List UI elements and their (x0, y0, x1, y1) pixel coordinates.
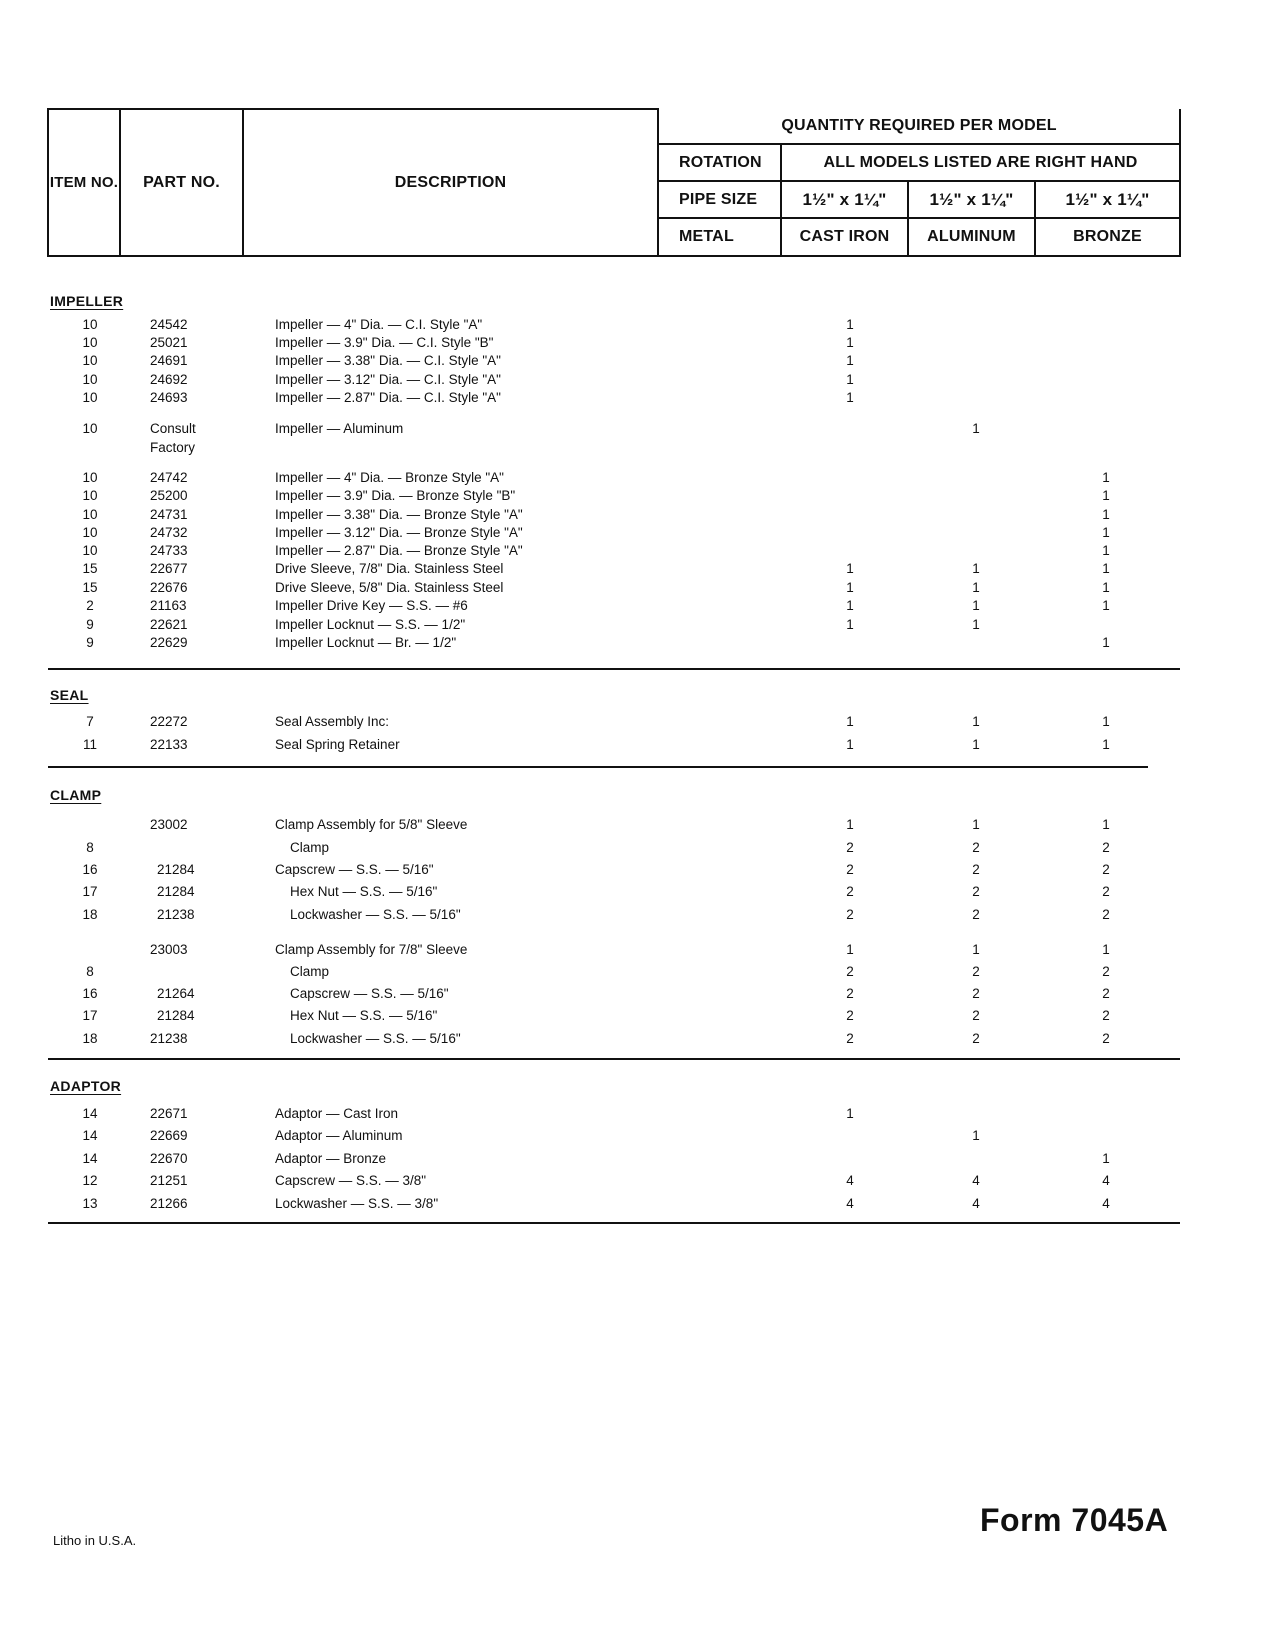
qty-bronze: 2 (1102, 1031, 1110, 1046)
description: Impeller — 3.38" Dia. — C.I. Style "A" (275, 353, 501, 368)
description: Impeller — 3.12" Dia. — Bronze Style "A" (275, 525, 523, 540)
header-rotation-label: ROTATION (658, 144, 781, 181)
item-no: 9 (86, 617, 94, 632)
description: Impeller — 2.87" Dia. — C.I. Style "A" (275, 390, 501, 405)
item-no: 10 (82, 470, 98, 485)
description: Lockwasher — S.S. — 3/8" (275, 1196, 439, 1211)
item-no: 14 (82, 1128, 98, 1143)
litho-note: Litho in U.S.A. (53, 1533, 137, 1548)
qty-bronze: 4 (1102, 1196, 1110, 1211)
qty-bronze: 1 (1102, 561, 1110, 576)
table-row (0, 372, 1275, 390)
table-row (0, 817, 1275, 835)
table-row (0, 561, 1275, 579)
table-row (0, 884, 1275, 902)
header-pipe-size-2: 1½" x 1¼" (908, 181, 1035, 218)
item-no: 10 (82, 488, 98, 503)
description: Impeller — Aluminum (275, 421, 404, 436)
qty-cast-iron: 1 (846, 1106, 854, 1121)
qty-cast-iron: 1 (846, 580, 854, 595)
qty-aluminum: 1 (972, 942, 980, 957)
part-no: 24692 (150, 372, 188, 387)
part-no: 22670 (150, 1151, 188, 1166)
qty-bronze: 2 (1102, 840, 1110, 855)
qty-cast-iron: 1 (846, 335, 854, 350)
description: Seal Spring Retainer (275, 737, 400, 752)
header-item-no: ITEM NO. (48, 109, 120, 256)
header-rotation-value: ALL MODELS LISTED ARE RIGHT HAND (781, 144, 1180, 181)
table-row (0, 942, 1275, 960)
qty-cast-iron: 1 (846, 817, 854, 832)
description: Lockwasher — S.S. — 5/16" (290, 907, 461, 922)
part-no: 21284 (157, 884, 195, 899)
header-metal-bronze: BRONZE (1035, 218, 1180, 256)
part-no: 22272 (150, 714, 188, 729)
item-no: 10 (82, 507, 98, 522)
table-row (0, 617, 1275, 635)
part-no: 23002 (150, 817, 188, 832)
table-row (0, 635, 1275, 653)
table-row (0, 714, 1275, 732)
description: Adaptor — Cast Iron (275, 1106, 399, 1121)
item-no: 17 (82, 1008, 98, 1023)
qty-cast-iron: 1 (846, 714, 854, 729)
description: Clamp Assembly for 7/8" Sleeve (275, 942, 468, 957)
part-no: 23003 (150, 942, 188, 957)
qty-aluminum: 1 (972, 561, 980, 576)
table-row (0, 525, 1275, 543)
item-no: 16 (82, 862, 98, 877)
part-no: 22676 (150, 580, 188, 595)
qty-aluminum: 4 (972, 1173, 980, 1188)
description: Clamp Assembly for 5/8" Sleeve (275, 817, 468, 832)
qty-bronze: 1 (1102, 942, 1110, 957)
table-row (0, 488, 1275, 506)
item-no: 13 (82, 1196, 98, 1211)
item-no: 7 (86, 714, 94, 729)
description: Clamp (290, 964, 330, 979)
item-no: 10 (82, 543, 98, 558)
qty-cast-iron: 2 (846, 862, 854, 877)
qty-cast-iron: 1 (846, 561, 854, 576)
part-no: 25200 (150, 488, 188, 503)
item-no: 8 (86, 840, 94, 855)
qty-bronze: 1 (1102, 488, 1110, 503)
qty-cast-iron: 1 (846, 390, 854, 405)
header-metal-label: METAL (658, 218, 781, 256)
table-row (0, 507, 1275, 525)
qty-bronze: 2 (1102, 884, 1110, 899)
qty-cast-iron: 2 (846, 1008, 854, 1023)
part-no: 22669 (150, 1128, 188, 1143)
item-no: 10 (82, 372, 98, 387)
qty-bronze: 1 (1102, 525, 1110, 540)
qty-bronze: 1 (1102, 470, 1110, 485)
part-no: 21284 (157, 862, 195, 877)
description: Clamp (290, 840, 330, 855)
item-no: 17 (82, 884, 98, 899)
table-row (0, 862, 1275, 880)
qty-aluminum: 2 (972, 884, 980, 899)
qty-aluminum: 2 (972, 862, 980, 877)
description: Adaptor — Aluminum (275, 1128, 403, 1143)
header-pipe-size-3: 1½" x 1¼" (1035, 181, 1180, 218)
item-no: 12 (82, 1173, 98, 1188)
item-no: 8 (86, 964, 94, 979)
qty-bronze: 1 (1102, 543, 1110, 558)
description: Hex Nut — S.S. — 5/16" (290, 1008, 438, 1023)
description: Lockwasher — S.S. — 5/16" (290, 1031, 461, 1046)
item-no: 15 (82, 580, 98, 595)
qty-cast-iron: 4 (846, 1196, 854, 1211)
qty-bronze: 2 (1102, 964, 1110, 979)
part-no: 24742 (150, 470, 188, 485)
qty-bronze: 2 (1102, 1008, 1110, 1023)
description: Impeller Drive Key — S.S. — #6 (275, 598, 468, 613)
part-no: 22629 (150, 635, 188, 650)
part-no: 24691 (150, 353, 188, 368)
qty-bronze: 1 (1102, 635, 1110, 650)
qty-bronze: 1 (1102, 817, 1110, 832)
description: Impeller — 3.38" Dia. — Bronze Style "A" (275, 507, 523, 522)
part-no: 22621 (150, 617, 188, 632)
part-no: 24731 (150, 507, 188, 522)
qty-bronze: 2 (1102, 907, 1110, 922)
part-no: 24733 (150, 543, 188, 558)
part-no: 24693 (150, 390, 188, 405)
description: Impeller — 2.87" Dia. — Bronze Style "A" (275, 543, 523, 558)
section-impeller: IMPELLER (50, 293, 124, 309)
table-row (0, 737, 1275, 755)
description: Drive Sleeve, 7/8" Dia. Stainless Steel (275, 561, 504, 576)
qty-aluminum: 1 (972, 617, 980, 632)
qty-aluminum: 2 (972, 840, 980, 855)
description: Impeller — 4" Dia. — C.I. Style "A" (275, 317, 483, 332)
qty-aluminum: 2 (972, 907, 980, 922)
qty-bronze: 1 (1102, 580, 1110, 595)
description: Capscrew — S.S. — 5/16" (275, 862, 434, 877)
qty-cast-iron: 1 (846, 317, 854, 332)
description: Adaptor — Bronze (275, 1151, 387, 1166)
qty-cast-iron: 1 (846, 737, 854, 752)
item-no: 16 (82, 986, 98, 1001)
item-no: 10 (82, 317, 98, 332)
qty-cast-iron: 2 (846, 884, 854, 899)
part-no: Consult (150, 421, 196, 436)
header-metal-aluminum: ALUMINUM (908, 218, 1035, 256)
table-row (0, 1128, 1275, 1146)
table-row (0, 1151, 1275, 1169)
section-clamp: CLAMP (50, 787, 102, 803)
header-qty-title: QUANTITY REQUIRED PER MODEL (658, 109, 1180, 144)
part-no: 21238 (150, 1031, 188, 1046)
qty-cast-iron: 1 (846, 353, 854, 368)
qty-aluminum: 1 (972, 1128, 980, 1143)
table-row (0, 470, 1275, 488)
table-row (0, 964, 1275, 982)
item-no: 18 (82, 1031, 98, 1046)
qty-aluminum: 1 (972, 737, 980, 752)
part-no: 21163 (150, 598, 187, 613)
qty-aluminum: 1 (972, 817, 980, 832)
qty-bronze: 1 (1102, 598, 1110, 613)
qty-cast-iron: 2 (846, 964, 854, 979)
part-no: 25021 (150, 335, 188, 350)
qty-bronze: 1 (1102, 507, 1110, 522)
item-no: 10 (82, 525, 98, 540)
qty-cast-iron: 2 (846, 986, 854, 1001)
item-no: 10 (82, 353, 98, 368)
table-row (0, 840, 1275, 858)
description: Capscrew — S.S. — 5/16" (290, 986, 449, 1001)
header-description: DESCRIPTION (243, 109, 658, 256)
table-row (0, 335, 1275, 353)
table-row (0, 1008, 1275, 1026)
qty-bronze: 1 (1102, 714, 1110, 729)
table-row (0, 317, 1275, 335)
description: Capscrew — S.S. — 3/8" (275, 1173, 427, 1188)
header-metal-cast-iron: CAST IRON (781, 218, 908, 256)
qty-aluminum: 2 (972, 1008, 980, 1023)
qty-bronze: 2 (1102, 986, 1110, 1001)
qty-cast-iron: 1 (846, 942, 854, 957)
item-no: 15 (82, 561, 98, 576)
table-row (0, 1106, 1275, 1124)
item-no: 10 (82, 335, 98, 350)
description: Impeller — 4" Dia. — Bronze Style "A" (275, 470, 504, 485)
item-no: 11 (82, 737, 97, 752)
table-row (0, 907, 1275, 925)
part-no: 24732 (150, 525, 188, 540)
part-no-line-2: Factory (150, 440, 196, 455)
part-no: 21238 (157, 907, 195, 922)
table-row (0, 353, 1275, 371)
qty-cast-iron: 1 (846, 617, 854, 632)
qty-aluminum: 1 (972, 714, 980, 729)
item-no: 10 (82, 390, 98, 405)
description: Drive Sleeve, 5/8" Dia. Stainless Steel (275, 580, 504, 595)
description: Seal Assembly Inc: (275, 714, 390, 729)
table-row (0, 421, 1275, 455)
table-row (0, 580, 1275, 598)
qty-cast-iron: 1 (846, 372, 854, 387)
qty-bronze: 4 (1102, 1173, 1110, 1188)
qty-aluminum: 1 (972, 421, 980, 436)
qty-aluminum: 1 (972, 598, 980, 613)
description: Impeller Locknut — S.S. — 1/2" (275, 617, 466, 632)
part-no: 21251 (150, 1173, 188, 1188)
form-number: Form 7045A (980, 1502, 1169, 1538)
qty-aluminum: 2 (972, 1031, 980, 1046)
table-row (0, 1196, 1275, 1214)
qty-aluminum: 2 (972, 986, 980, 1001)
description: Impeller — 3.9" Dia. — C.I. Style "B" (275, 335, 494, 350)
part-no: 21266 (150, 1196, 188, 1211)
item-no: 18 (82, 907, 98, 922)
description: Impeller — 3.12" Dia. — C.I. Style "A" (275, 372, 501, 387)
table-row (0, 390, 1275, 408)
item-no: 2 (86, 598, 94, 613)
part-no: 21264 (157, 986, 195, 1001)
qty-aluminum: 4 (972, 1196, 980, 1211)
header-part-no: PART NO. (120, 109, 243, 256)
qty-cast-iron: 1 (846, 598, 854, 613)
description: Impeller Locknut — Br. — 1/2" (275, 635, 457, 650)
qty-cast-iron: 2 (846, 1031, 854, 1046)
part-no: 24542 (150, 317, 188, 332)
section-adaptor: ADAPTOR (50, 1078, 122, 1094)
qty-bronze: 1 (1102, 737, 1110, 752)
part-no: 22671 (150, 1106, 188, 1121)
description: Impeller — 3.9" Dia. — Bronze Style "B" (275, 488, 516, 503)
qty-aluminum: 2 (972, 964, 980, 979)
section-seal: SEAL (50, 687, 89, 703)
table-row (0, 986, 1275, 1004)
qty-cast-iron: 2 (846, 907, 854, 922)
table-row (0, 543, 1275, 561)
item-no: 9 (86, 635, 94, 650)
part-no: 22133 (150, 737, 188, 752)
item-no: 10 (82, 421, 98, 436)
table-row (0, 598, 1275, 616)
header-pipe-size-1: 1½" x 1¼" (781, 181, 908, 218)
qty-aluminum: 1 (972, 580, 980, 595)
description: Hex Nut — S.S. — 5/16" (290, 884, 438, 899)
item-no: 14 (82, 1106, 98, 1121)
part-no: 21284 (157, 1008, 195, 1023)
header-pipe-label: PIPE SIZE (658, 181, 781, 218)
qty-bronze: 1 (1102, 1151, 1110, 1166)
table-row (0, 1031, 1275, 1049)
qty-cast-iron: 2 (846, 840, 854, 855)
table-row (0, 1173, 1275, 1191)
qty-bronze: 2 (1102, 862, 1110, 877)
qty-cast-iron: 4 (846, 1173, 854, 1188)
part-no: 22677 (150, 561, 188, 576)
item-no: 14 (82, 1151, 98, 1166)
